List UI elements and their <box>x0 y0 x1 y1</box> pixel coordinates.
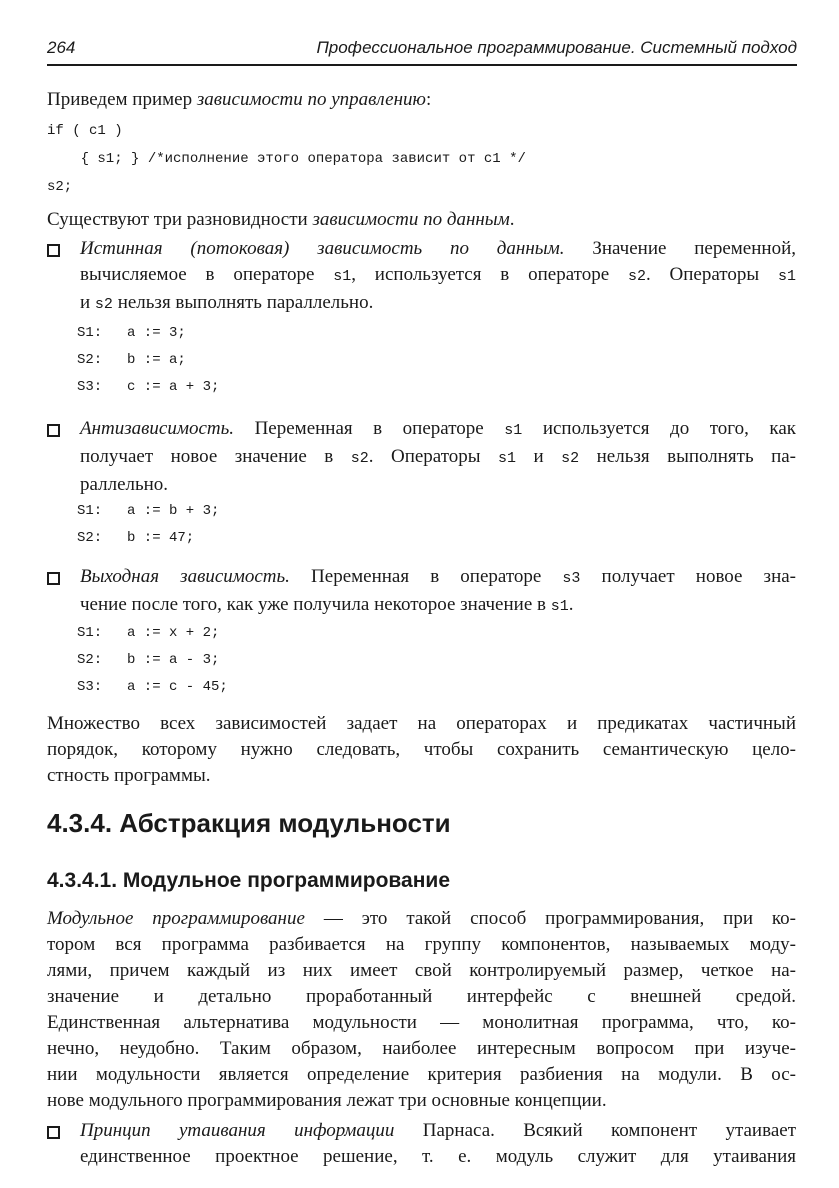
item-text: вычисляемое в операторе <box>80 264 334 285</box>
checkbox-bullet-icon <box>47 424 60 437</box>
item-text: получает новое зна- <box>580 566 796 587</box>
code-line: s2; <box>47 179 73 195</box>
code-line: { s1; } /*исполнение этого оператора зависит от c1 */ <box>47 151 526 167</box>
intro-term: зависимости по управлению <box>196 89 426 110</box>
item-code: s2 <box>561 450 580 467</box>
item-text: используется до того, как <box>522 418 797 439</box>
item-text: Значение переменной, <box>592 238 796 259</box>
item-text: Парнаса. Всякий компонент утаивает <box>394 1120 796 1141</box>
item-code: s1 <box>498 450 517 467</box>
item-term: Антизависимость. <box>80 418 235 439</box>
item-term: Принцип утаивания информации <box>80 1120 395 1141</box>
text-line: нии модульности является определение критерия разбиения на модули. В ос- <box>47 1064 796 1085</box>
stmt-label: S2: <box>77 652 103 668</box>
stmt: c := a + 3; <box>127 379 220 395</box>
item-text: Переменная в операторе <box>254 418 505 439</box>
item-text: нельзя выполнять параллельно. <box>112 292 374 313</box>
code-line <box>77 652 219 668</box>
dep-item-true <box>80 236 796 318</box>
item-code: s1 <box>504 422 523 439</box>
running-header <box>47 38 797 66</box>
item-code: s2 <box>350 450 369 467</box>
intro-text: Существуют три разновидности <box>47 209 313 230</box>
intro-tail: : <box>425 89 432 110</box>
code-line <box>77 325 186 341</box>
code-line <box>77 379 219 395</box>
item-text: Переменная в операторе <box>311 566 563 587</box>
stmt-label: S2: <box>77 530 103 546</box>
stmt-label: S3: <box>77 679 103 695</box>
stmt-label: S1: <box>77 325 103 341</box>
principle-item <box>80 1118 796 1170</box>
stmt-label: S2: <box>77 352 103 368</box>
item-term: Выходная зависимость. <box>80 566 290 587</box>
item-code: s1 <box>777 268 796 285</box>
dep-item-anti <box>80 416 796 498</box>
item-text: чение после того, как уже получила некоторое значение в <box>80 594 551 615</box>
text-line: порядок, которому нужно следовать, чтобы сохранить семантическую цело- <box>47 739 796 760</box>
text-line: — это такой способ программирования, при ко- <box>304 908 796 929</box>
item-text: раллельно. <box>80 474 169 495</box>
item-text: . Операторы <box>368 446 499 467</box>
text-line: нечно, неудобно. Таким образом, наиболее интересным вопросом при изуче- <box>47 1038 796 1059</box>
text-line: Множество всех зависимостей задает на операторах и предикатах частичный <box>47 713 796 734</box>
stmt: b := a - 3; <box>127 652 220 668</box>
item-text: единственное проектное решение, т. е. модуль служит для утаивания <box>80 1146 796 1167</box>
stmt-label: S3: <box>77 379 103 395</box>
item-text: . <box>568 594 574 615</box>
stmt: a := b + 3; <box>127 503 220 519</box>
text-line: нове модульного программирования лежат три основные концепции. <box>47 1090 607 1111</box>
text-line: лями, причем каждый из них имеет свой контролируемый размер, четкое на- <box>47 960 796 981</box>
item-code: s2 <box>627 268 646 285</box>
code-line <box>77 530 194 546</box>
code-line: if ( c1 ) <box>47 123 123 139</box>
text-line: Единственная альтернатива модульности — монолитная программа, что, ко- <box>47 1012 796 1033</box>
checkbox-bullet-icon <box>47 572 60 585</box>
item-text: нельзя выполнять па- <box>579 446 797 467</box>
stmt-label: S1: <box>77 625 103 641</box>
item-term: Истинная (потоковая) зависимость по данным. <box>80 238 565 259</box>
code-line <box>77 625 219 641</box>
code-line <box>77 679 228 695</box>
stmt: a := 3; <box>127 325 186 341</box>
item-text: , используется в операторе <box>351 264 628 285</box>
checkbox-bullet-icon <box>47 1126 60 1139</box>
stmt: b := 47; <box>127 530 195 546</box>
data-dep-intro <box>47 207 515 233</box>
item-text: и <box>80 292 95 313</box>
stmt-label: S1: <box>77 503 103 519</box>
checkbox-bullet-icon <box>47 244 60 257</box>
intro-text: Приведем пример <box>47 89 197 110</box>
text-line: стность программы. <box>47 765 211 786</box>
text-line: значение и детально проработанный интерфейс с внешней средой. <box>47 986 796 1007</box>
running-title: Профессиональное программирование. Системный подход <box>316 38 797 57</box>
dep-item-output <box>80 564 796 620</box>
item-code: s1 <box>333 268 352 285</box>
control-dep-intro <box>47 87 431 113</box>
item-code: s3 <box>562 570 581 587</box>
stmt: b := a; <box>127 352 186 368</box>
stmt: a := x + 2; <box>127 625 220 641</box>
code-line <box>77 503 219 519</box>
item-code: s1 <box>550 598 569 615</box>
subsection-heading: 4.3.4.1. Модульное программирование <box>47 869 451 892</box>
summary-paragraph <box>47 711 796 789</box>
item-text: . Операторы <box>645 264 778 285</box>
intro-term: зависимости по данным <box>312 209 510 230</box>
stmt: a := c - 45; <box>127 679 228 695</box>
item-text: и <box>516 446 562 467</box>
section-heading: 4.3.4. Абстракция модульности <box>47 808 451 838</box>
page-number: 264 <box>47 38 76 57</box>
item-text: получает новое значение в <box>80 446 351 467</box>
modular-paragraph <box>47 906 796 1114</box>
item-code: s2 <box>94 296 113 313</box>
text-line: тором вся программа разбивается на группу компонентов, называемых моду- <box>47 934 796 955</box>
paragraph-term: Модульное программирование <box>47 908 305 929</box>
intro-tail: . <box>509 209 515 230</box>
code-line <box>77 352 186 368</box>
